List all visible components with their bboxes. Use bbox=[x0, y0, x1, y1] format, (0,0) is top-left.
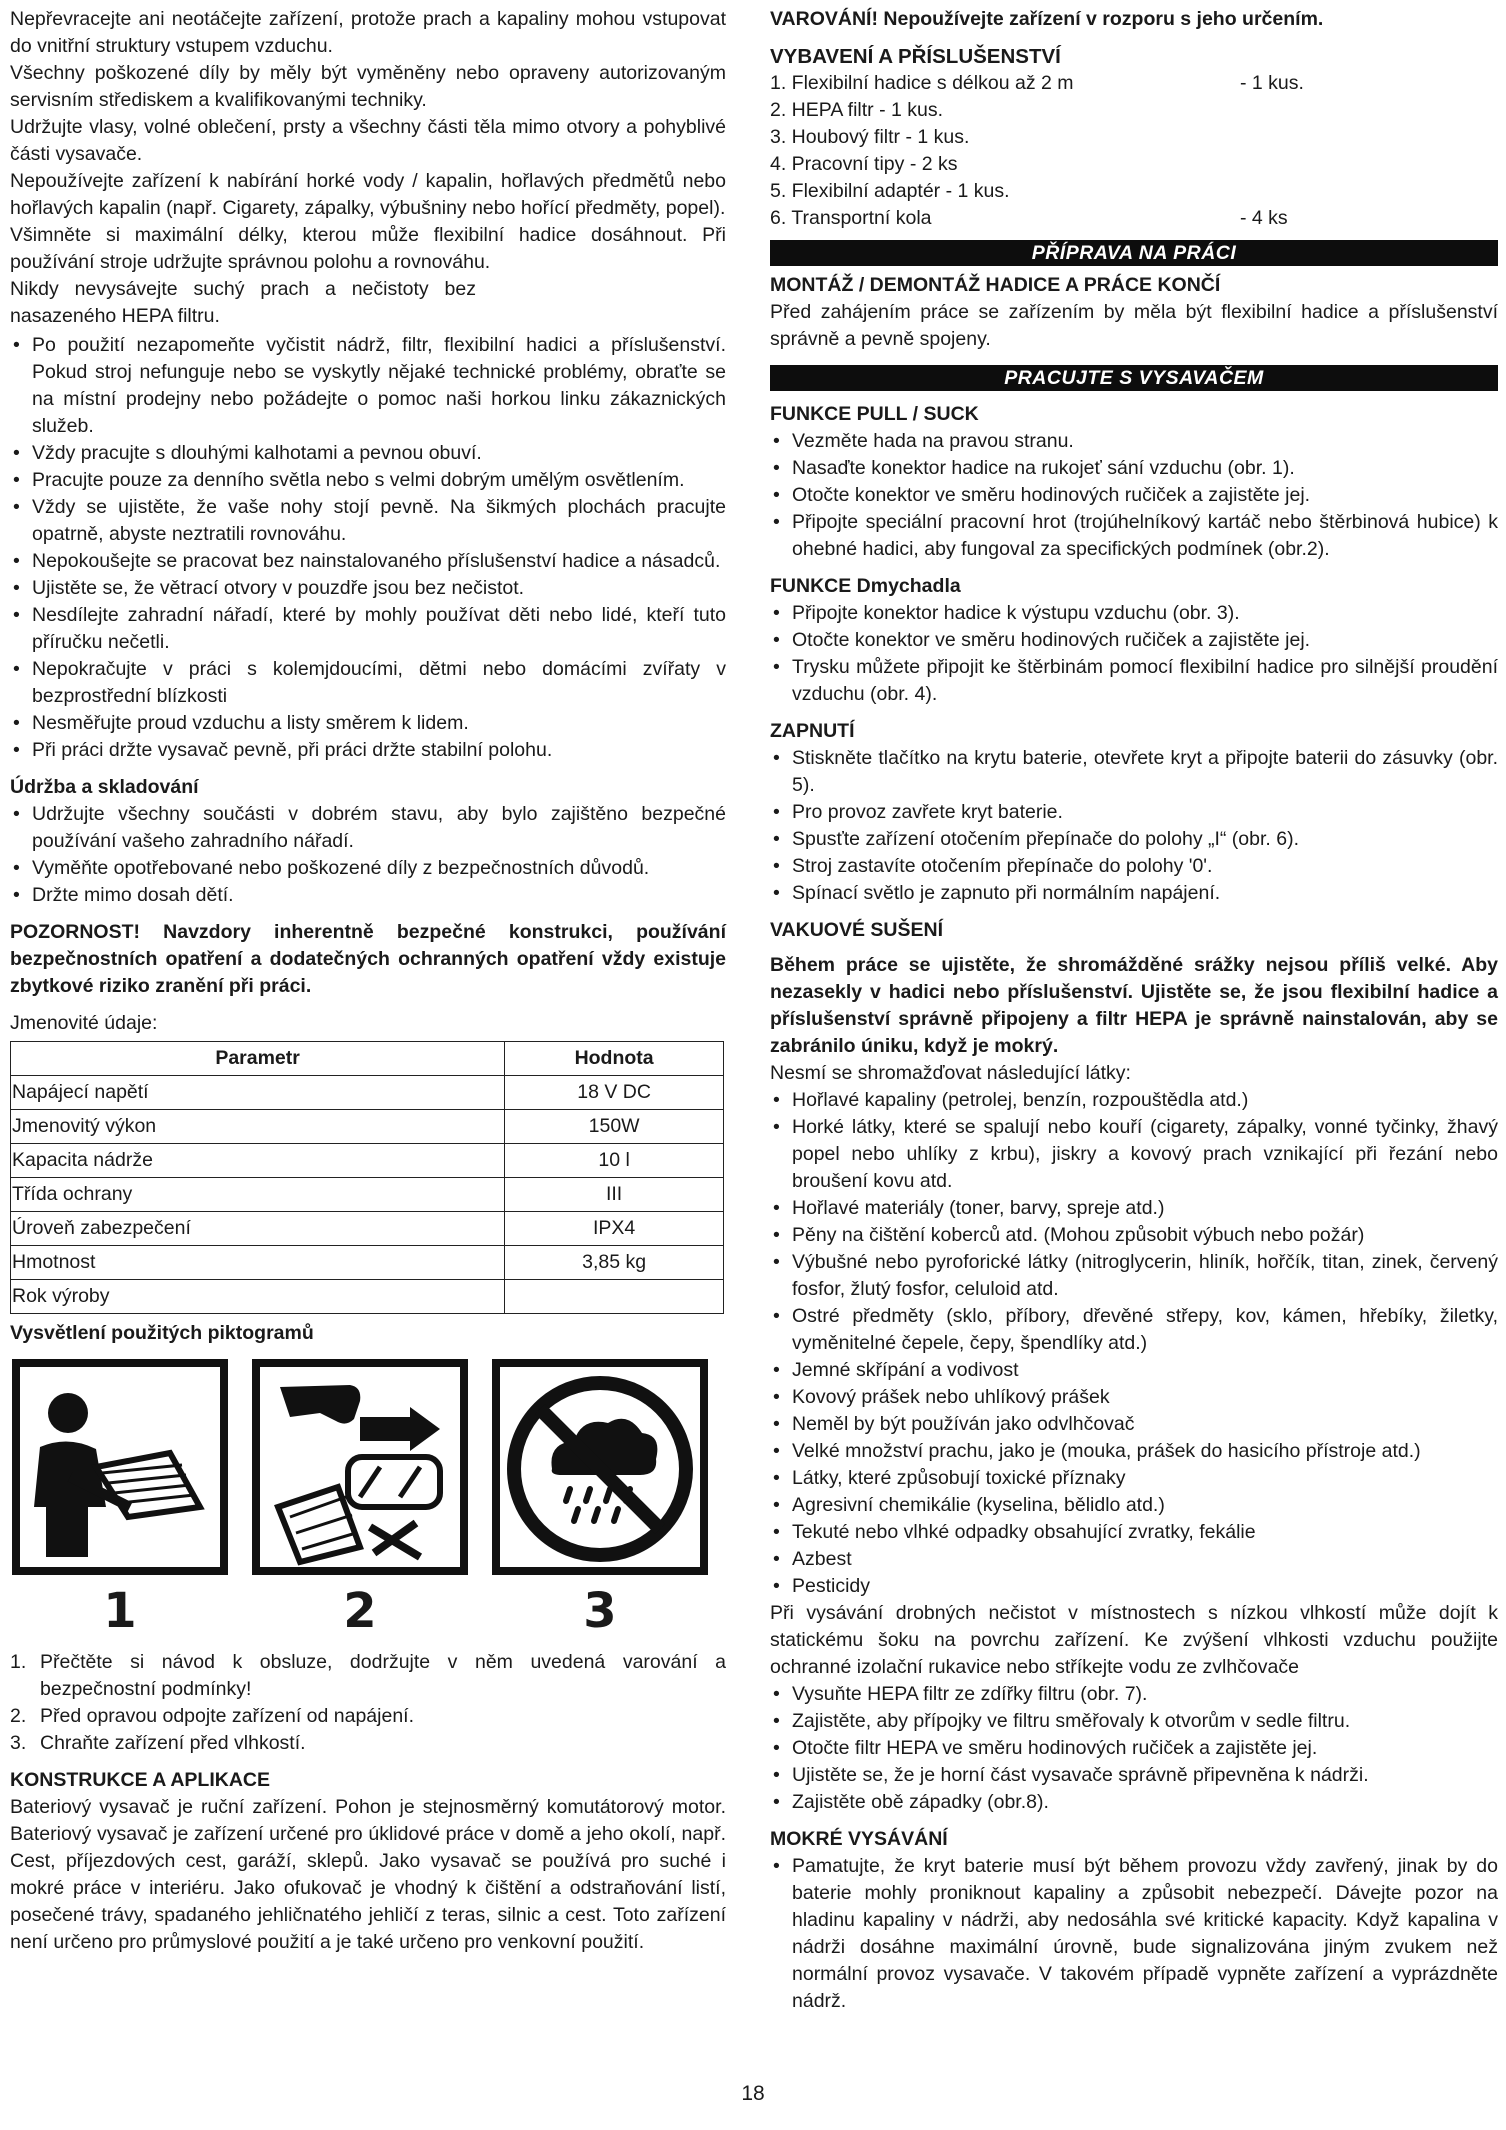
equipment-list bbox=[770, 70, 1498, 232]
paragraph: Všimněte si maximální délky, kterou může flexibilní hadice dosáhnout. Při používání stroje udržujte správnou polohu a rovnováhu. bbox=[10, 224, 726, 273]
column-header: Hodnota bbox=[505, 1042, 724, 1076]
intro-block bbox=[10, 6, 726, 330]
list-item bbox=[10, 1730, 726, 1757]
list-item: • Držte mimo dosah dětí. bbox=[10, 882, 726, 909]
vacuum-warning: Během práce se ujistěte, že shromážděné srážky nejsou příliš velké. Aby nezasekly v hadici nebo příslušenství. Ujistěte se, že jsou flexibilní hadice a příslušenství správně připojeny a filtr HEPA je správně nainstalován, aby se zabránilo úniku, když je mokrý. bbox=[770, 954, 1498, 1057]
list-item: • Vezměte hada na pravou stranu. bbox=[770, 428, 1498, 455]
list-item: • Otočte konektor ve směru hodinových ručiček a zajistěte jej. bbox=[770, 627, 1498, 654]
list-item: • Horké látky, které se spalují nebo kouří (cigarety, zápalky, vonné tyčinky, žhavý popel nebo uhlíky z krbu), jiskry a kovový prach vznikající při řezání nebo broušení kovu atd. bbox=[770, 1114, 1498, 1195]
list-item: • Nepokoušejte se pracovat bez nainstalovaného příslušenství hadice a násadců. bbox=[10, 548, 726, 575]
maintenance-heading: Údržba a skladování bbox=[10, 776, 199, 798]
construction-paragraph: Bateriový vysavač je ruční zařízení. Pohon je stejnosměrný komutátorový motor. Bateriový vysavač je zařízení určené pro úklidové práce v domě a jeho okolí, např. Cest, příjezdových cest, garáží, sklepů. Jako vysavač se používá pro suché i mokré práce v interiéru. Jako ofukovač je vhodný k čištění a odstraňování listí, posečené trávy, spadaného jehličnatého jehličí z teras, silnic a cest. Toto zařízení není určeno pro průmyslové použití a je také určeno pro venkovní použití. bbox=[10, 1796, 726, 1953]
table-row bbox=[11, 1076, 724, 1110]
pull-list bbox=[770, 428, 1498, 563]
list-item: • Neměl by být používán jako odvlhčovač bbox=[770, 1411, 1498, 1438]
list-item: • Pracujte pouze za denního světla nebo s velmi dobrým umělým osvětlením. bbox=[10, 467, 726, 494]
no-rain-icon bbox=[490, 1357, 710, 1577]
value-cell bbox=[505, 1280, 724, 1314]
list-item: • Připojte speciální pracovní hrot (trojúhelníkový kartáč nebo štěrbinová hubice) k ohebné hadici, aby fungoval za specifických podmínek (obr.2). bbox=[770, 509, 1498, 563]
vacuum-intro: Nesmí se shromažďovat následující látky: bbox=[770, 1062, 1131, 1084]
item-text: Přečtěte si návod k obsluze, dodržujte v něm uvedená varování a bezpečnostní podmínky! bbox=[40, 1651, 726, 1700]
hose-paragraph: Před zahájením práce se zařízením by měla být flexibilní hadice a příslušenství správně a pevně spojeny. bbox=[770, 301, 1498, 350]
pull-heading: FUNKCE PULL / SUCK bbox=[770, 403, 979, 425]
forbidden-substances-list bbox=[770, 1087, 1498, 1600]
table-row bbox=[11, 1212, 724, 1246]
list-item: • Vždy pracujte s dlouhými kalhotami a pevnou obuví. bbox=[10, 440, 726, 467]
item-name: 5. Flexibilní adaptér - 1 kus. bbox=[770, 180, 1010, 202]
list-item: • Velké množství prachu, jako je (mouka, prášek do hasicího přístroje atd.) bbox=[770, 1438, 1498, 1465]
list-item: • Pamatujte, že kryt baterie musí být během provozu vždy zavřený, jinak by do baterie mohly proniknout kapaliny a způsobit nebezpečí. Dávejte pozor na hladinu kapaliny v nádrži, aby nedosáhla své kritické kapacity. Když kapalina v nádrži dosáhne maximální úrovně, bude signalizována jiným zvukem než normální provoz vysavače. V takovém případě vypněte zařízení a vyprázdněte nádrž. bbox=[770, 1853, 1498, 2015]
param-cell: Kapacita nádrže bbox=[11, 1144, 505, 1178]
list-item: • Ujistěte se, že je horní část vysavače správně připevněna k nádrži. bbox=[770, 1762, 1498, 1789]
list-item bbox=[770, 97, 1498, 124]
item-text: Chraňte zařízení před vlhkostí. bbox=[40, 1732, 306, 1754]
list-item: • Ujistěte se, že větrací otvory v pouzdře jsou bez nečistot. bbox=[10, 575, 726, 602]
list-item: • Nasaďte konektor hadice na rukojeť sání vzduchu (obr. 1). bbox=[770, 455, 1498, 482]
list-item: • Ostré předměty (sklo, příbory, dřevěné střepy, kov, kámen, hřebíky, žiletky, vyměnitelné čepele, čepy, špendlíky atd.) bbox=[770, 1303, 1498, 1357]
list-item: • Agresivní chemikálie (kyselina, bělidlo atd.) bbox=[770, 1492, 1498, 1519]
construction-heading: KONSTRUKCE A APLIKACE bbox=[10, 1769, 271, 1791]
list-item: • Vysuňte HEPA filtr ze zdířky filtru (obr. 7). bbox=[770, 1681, 1498, 1708]
list-item bbox=[770, 151, 1498, 178]
param-cell: Napájecí napětí bbox=[11, 1076, 505, 1110]
pictogram-2 bbox=[250, 1357, 470, 1641]
list-item bbox=[10, 1703, 726, 1730]
column-header: Parametr bbox=[11, 1042, 505, 1076]
power-heading: ZAPNUTÍ bbox=[770, 720, 855, 742]
equipment-heading: VYBAVENÍ A PŘÍSLUŠENSTVÍ bbox=[770, 45, 1061, 68]
list-item: • Otočte konektor ve směru hodinových ručiček a zajistěte jej. bbox=[770, 482, 1498, 509]
list-item: • Udržujte všechny součásti v dobrém stavu, aby bylo zajištěno bezpečné používání vašeho zahradního nářadí. bbox=[10, 801, 726, 855]
wet-heading: MOKRÉ VYSÁVÁNÍ bbox=[770, 1828, 948, 1850]
pictogram-3 bbox=[490, 1357, 710, 1641]
humidity-paragraph: Při vysávání drobných nečistot v místnostech s nízkou vlhkostí může dojít k statickému šoku na povrchu zařízení. Ke zvýšení vlhkosti vzduchu použijte ochranné izolační rukavice nebo stříkejte vodu ze zvlhčovače bbox=[770, 1602, 1498, 1678]
list-item: • Jemné skřípání a vodivost bbox=[770, 1357, 1498, 1384]
paragraph: Nepoužívejte zařízení k nabírání horké vody / kapalin, hořlavých předmětů nebo hořlavých kapalin (např. Cigarety, zápalky, výbušniny nebo hořící předměty, popel). bbox=[10, 170, 726, 219]
paragraph: Nikdy nevysávejte suchý prach a nečistoty bez nasazeného HEPA filtru. bbox=[10, 278, 476, 327]
list-item bbox=[770, 205, 1498, 232]
paragraph: Nepřevracejte ani neotáčejte zařízení, protože prach a kapaliny mohou vstupovat do vnitřní struktury vstupem vzduchu. bbox=[10, 8, 726, 57]
section-banner-work: PRACUJTE S VYSAVAČEM bbox=[770, 365, 1498, 391]
list-item: • Trysku můžete připojit ke štěrbinám pomocí flexibilní hadice pro silnější proudění vzduchu (obr. 4). bbox=[770, 654, 1498, 708]
list-item: • Nesměřujte proud vzduchu a listy směrem k lidem. bbox=[10, 710, 726, 737]
section-banner-preparation: PŘÍPRAVA NA PRÁCI bbox=[770, 240, 1498, 266]
list-item: • Pěny na čištění koberců atd. (Mohou způsobit výbuch nebo požár) bbox=[770, 1222, 1498, 1249]
ratings-table bbox=[10, 1041, 724, 1314]
list-item: • Nesdílejte zahradní nářadí, které by mohly používat děti nebo lidé, kteří tuto příručku nečetli. bbox=[10, 602, 726, 656]
list-item: • Při práci držte vysavač pevně, při práci držte stabilní polohu. bbox=[10, 737, 726, 764]
read-manual-icon bbox=[10, 1357, 230, 1577]
table-row bbox=[11, 1178, 724, 1212]
pictogram-1 bbox=[10, 1357, 230, 1641]
caution-notice: POZORNOST! Navzdory inherentně bezpečné konstrukci, používání bezpečnostních opatření a dodatečných ochranných opatření vždy existuje zbytkové riziko zranění při práci. bbox=[10, 921, 726, 997]
left-column bbox=[10, 6, 726, 1956]
hose-heading: MONTÁŽ / DEMONTÁŽ HADICE A PRÁCE KONČÍ bbox=[770, 274, 1221, 296]
value-cell: 18 V DC bbox=[505, 1076, 724, 1110]
list-item: • Po použití nezapomeňte vyčistit nádrž, filtr, flexibilní hadici a příslušenství. Pokud stroj nefunguje nebo se vyskytly nějaké technické problémy, obraťte se na místní prodejny nebo požádejte o pomoc naši horkou linku zákaznických služeb. bbox=[10, 332, 726, 440]
right-column bbox=[770, 6, 1498, 2015]
blower-list bbox=[770, 600, 1498, 708]
value-cell: IPX4 bbox=[505, 1212, 724, 1246]
list-item: • Tekuté nebo vlhké odpadky obsahující zvratky, fekálie bbox=[770, 1519, 1498, 1546]
list-item: • Výbušné nebo pyroforické látky (nitroglycerin, hliník, hořčík, titan, zinek, červený fosfor, žlutý fosfor, celuloid atd. bbox=[770, 1249, 1498, 1303]
list-item: • Připojte konektor hadice k výstupu vzduchu (obr. 3). bbox=[770, 600, 1498, 627]
list-item: • Pesticidy bbox=[770, 1573, 1498, 1600]
param-cell: Třída ochrany bbox=[11, 1178, 505, 1212]
list-item bbox=[770, 70, 1498, 97]
pictogram-number: 1 bbox=[103, 1583, 137, 1639]
list-item bbox=[10, 1649, 726, 1703]
item-name: 4. Pracovní tipy - 2 ks bbox=[770, 153, 958, 175]
item-quantity: - 1 kus. bbox=[1240, 72, 1304, 94]
list-item: • Stroj zastavíte otočením přepínače do polohy '0'. bbox=[770, 853, 1498, 880]
pictogram-number: 2 bbox=[343, 1583, 377, 1639]
paragraph: Všechny poškozené díly by měly být vyměněny nebo opraveny autorizovaným servisním střediskem a kvalifikovanými techniky. bbox=[10, 62, 726, 111]
page-number: 18 bbox=[741, 2082, 765, 2105]
item-number: 3. bbox=[10, 1732, 27, 1754]
item-number: 1. bbox=[10, 1651, 27, 1673]
table-row bbox=[11, 1144, 724, 1178]
table-row bbox=[11, 1246, 724, 1280]
value-cell: III bbox=[505, 1178, 724, 1212]
item-number: 2. bbox=[10, 1705, 27, 1727]
ratings-heading: Jmenovité údaje: bbox=[10, 1012, 158, 1034]
list-item: • Zajistěte, aby přípojky ve filtru směřovaly k otvorům v sedle filtru. bbox=[770, 1708, 1498, 1735]
table-row bbox=[11, 1280, 724, 1314]
item-name: 3. Houbový filtr - 1 kus. bbox=[770, 126, 970, 148]
list-item bbox=[770, 178, 1498, 205]
list-item: • Hořlavé kapaliny (petrolej, benzín, rozpouštědla atd.) bbox=[770, 1087, 1498, 1114]
list-item: • Vždy se ujistěte, že vaše nohy stojí pevně. Na šikmých plochách pracujte opatrně, abyste neztratili rovnováhu. bbox=[10, 494, 726, 548]
param-cell: Jmenovitý výkon bbox=[11, 1110, 505, 1144]
list-item: • Azbest bbox=[770, 1546, 1498, 1573]
item-name: 1. Flexibilní hadice s délkou až 2 m bbox=[770, 72, 1074, 94]
paragraph: Udržujte vlasy, volné oblečení, prsty a všechny části těla mimo otvory a pohyblivé části vysavače. bbox=[10, 116, 726, 165]
value-cell: 10 l bbox=[505, 1144, 724, 1178]
list-item: • Nepokračujte v práci s kolemjdoucími, dětmi nebo domácími zvířaty v bezprostřední blízkosti bbox=[10, 656, 726, 710]
list-item: • Látky, které způsobují toxické příznaky bbox=[770, 1465, 1498, 1492]
item-quantity: - 4 ks bbox=[1240, 207, 1288, 229]
item-name: 6. Transportní kola bbox=[770, 207, 932, 229]
param-cell: Úroveň zabezpečení bbox=[11, 1212, 505, 1246]
param-cell: Hmotnost bbox=[11, 1246, 505, 1280]
vacuum-heading: VAKUOVÉ SUŠENÍ bbox=[770, 919, 944, 941]
list-item bbox=[770, 124, 1498, 151]
power-list bbox=[770, 745, 1498, 907]
value-cell: 3,85 kg bbox=[505, 1246, 724, 1280]
list-item: • Otočte filtr HEPA ve směru hodinových ručiček a zajistěte jej. bbox=[770, 1735, 1498, 1762]
item-text: Před opravou odpojte zařízení od napájení. bbox=[40, 1705, 415, 1727]
list-item: • Spusťte zařízení otočením přepínače do polohy „I“ (obr. 6). bbox=[770, 826, 1498, 853]
pictograms-heading: Vysvětlení použitých piktogramů bbox=[10, 1322, 314, 1344]
pictogram-legend-list bbox=[10, 1649, 726, 1757]
list-item: • Hořlavé materiály (toner, barvy, spreje atd.) bbox=[770, 1195, 1498, 1222]
table-header-row bbox=[11, 1042, 724, 1076]
wet-list bbox=[770, 1853, 1498, 2015]
warning-notice: VAROVÁNÍ! Nepoužívejte zařízení v rozporu s jeho určením. bbox=[770, 8, 1324, 30]
safety-bullet-list bbox=[10, 332, 726, 764]
list-item: • Spínací světlo je zapnuto při normálním napájení. bbox=[770, 880, 1498, 907]
value-cell: 150W bbox=[505, 1110, 724, 1144]
item-name: 2. HEPA filtr - 1 kus. bbox=[770, 99, 944, 121]
list-item: • Kovový prášek nebo uhlíkový prášek bbox=[770, 1384, 1498, 1411]
blower-heading: FUNKCE Dmychadla bbox=[770, 575, 961, 597]
list-item: • Pro provoz zavřete kryt baterie. bbox=[770, 799, 1498, 826]
list-item: • Vyměňte opotřebované nebo poškozené díly z bezpečnostních důvodů. bbox=[10, 855, 726, 882]
list-item: • Stiskněte tlačítko na krytu baterie, otevřete kryt a připojte baterii do zásuvky (obr. 5). bbox=[770, 745, 1498, 799]
pictogram-row bbox=[10, 1357, 710, 1641]
maintenance-list bbox=[10, 801, 726, 909]
list-item: • Zajistěte obě západky (obr.8). bbox=[770, 1789, 1498, 1816]
pictogram-number: 3 bbox=[583, 1583, 617, 1639]
disconnect-power-icon bbox=[250, 1357, 470, 1577]
table-row bbox=[11, 1110, 724, 1144]
param-cell: Rok výroby bbox=[11, 1280, 505, 1314]
filter-steps-list bbox=[770, 1681, 1498, 1816]
